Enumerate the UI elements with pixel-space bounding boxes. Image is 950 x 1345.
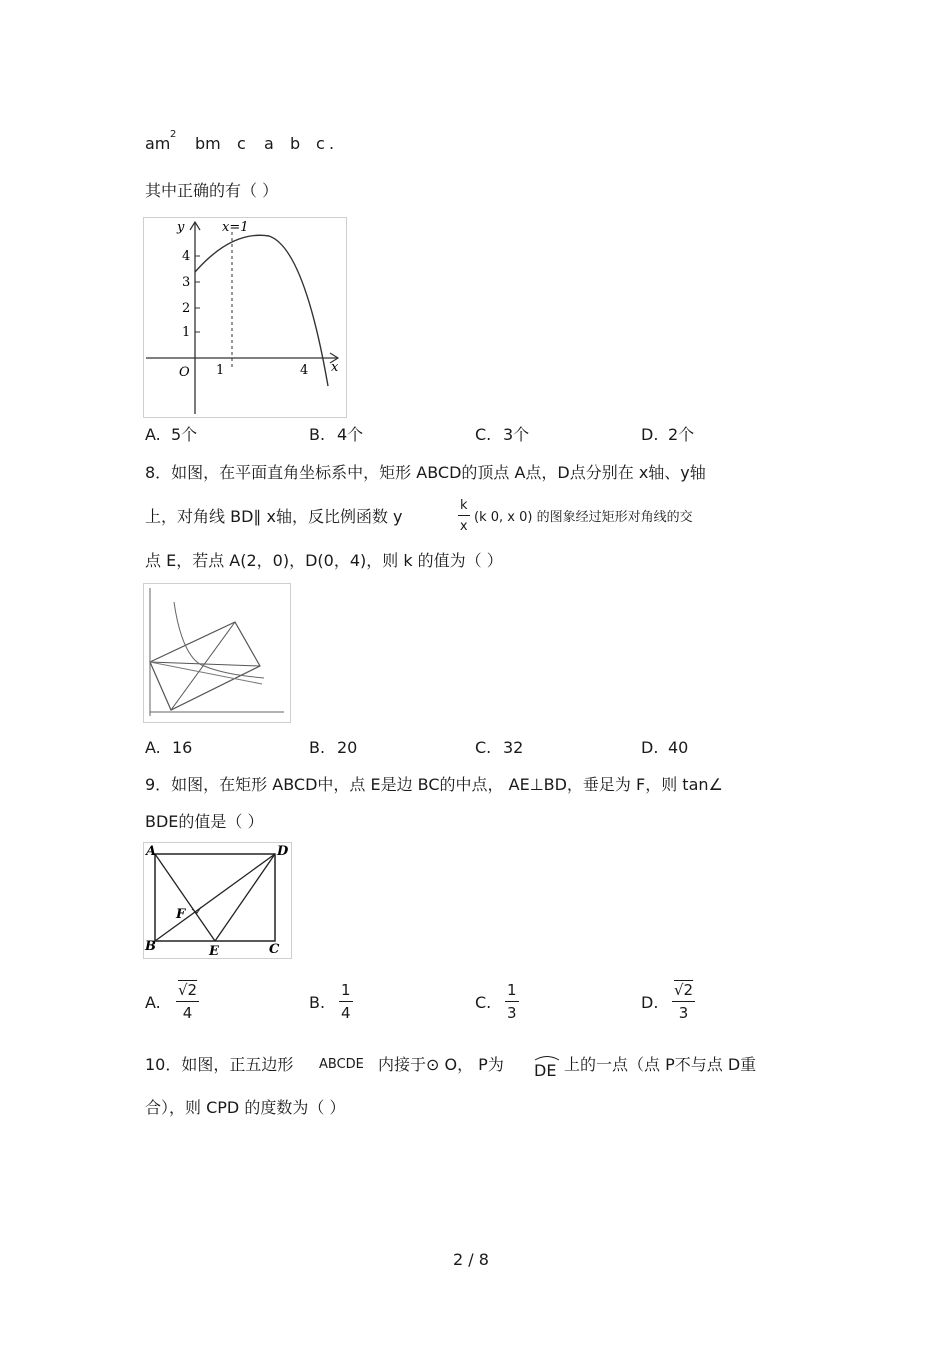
symmetry-line-label: x=1: [222, 220, 249, 235]
formula-term-bm: bm: [195, 134, 221, 153]
q8-fraction-k-over-x: $\frac{k}{x}$: [459, 498, 468, 534]
q9-line2: BDE的值是（ ）: [145, 812, 264, 831]
point-e-label: E: [209, 944, 219, 958]
vertex-c-label: C: [269, 942, 280, 957]
option-text: 3个: [503, 425, 530, 444]
q8-line3: 点 E，若点 A(2，0)，D(0，4)，则 k 的值为（ ）: [145, 551, 503, 570]
formula-term-c: c: [237, 134, 246, 153]
formula-exponent: 2: [170, 129, 177, 140]
y-tick-label: 4: [182, 249, 191, 264]
y-tick-label: 1: [182, 325, 191, 340]
formula-term-b: b: [290, 134, 301, 153]
option-text: 2个: [668, 425, 695, 444]
arc-mark: [533, 1053, 561, 1061]
q8-line2-b: (k 0, x 0) 的图象经过矩形对角线的交: [474, 510, 693, 525]
vertex-b-label: B: [145, 939, 156, 954]
option-letter: B.: [309, 425, 326, 444]
y-tick-label: 2: [182, 301, 191, 316]
formula-term-a: a: [264, 134, 274, 153]
option-text: 20: [337, 738, 358, 757]
q10-line1-a: 10．如图，正五边形: [145, 1055, 294, 1074]
option-letter: A.: [145, 738, 161, 757]
x-tick-label: 1: [216, 363, 225, 378]
option-text: 32: [503, 738, 524, 757]
x-tick-label: 4: [300, 363, 309, 378]
segment-de: [215, 854, 275, 941]
q9-diagram: [144, 843, 291, 958]
option-letter: C.: [475, 425, 492, 444]
diagonal-bd: [155, 854, 275, 941]
q9-rectangle-figure: [143, 842, 292, 959]
option-letter: A.: [145, 425, 161, 444]
origin-label: O: [179, 365, 190, 380]
point-f-label: F: [176, 907, 186, 922]
option-letter: D.: [641, 738, 659, 757]
formula-term-c2: c: [316, 134, 325, 153]
y-tick-label: 3: [182, 275, 191, 290]
q8-line2-a: 上，对角线 BD∥ x轴，反比例函数 y: [145, 507, 403, 526]
vertex-a-label: A: [146, 844, 157, 859]
segment-ae: [155, 854, 215, 941]
q10-line1-c: 上的一点（点 P不与点 D重: [564, 1055, 757, 1074]
q8-rectangle-figure: [143, 583, 291, 723]
q8-line1: 8．如图，在平面直角坐标系中，矩形 ABCD的顶点 A点，D点分别在 x轴、y轴: [145, 463, 706, 482]
option-text: 4个: [337, 425, 364, 444]
option-fraction: $\frac{1}{3}$: [507, 981, 517, 1022]
option-letter: A.: [145, 993, 161, 1012]
hyperbola-curve: [174, 602, 264, 678]
formula-term-am: am: [145, 134, 171, 153]
arc-label: DE: [534, 1061, 557, 1080]
option-letter: D.: [641, 993, 659, 1012]
q10-pentagon-name: ABCDE: [319, 1057, 364, 1072]
q7-parabola-figure: [143, 217, 347, 418]
parabola-graph: [144, 218, 346, 417]
option-text: 16: [172, 738, 193, 757]
option-text: 40: [668, 738, 689, 757]
q8-diagram: [144, 584, 290, 722]
page-number: 2 / 8: [453, 1250, 489, 1269]
q9-line1: 9．如图，在矩形 ABCD中，点 E是边 BC的中点， AE⊥BD，垂足为 F，则 tan∠: [145, 775, 723, 794]
option-letter: B.: [309, 993, 326, 1012]
option-letter: D.: [641, 425, 659, 444]
option-fraction: $\frac{1}{4}$: [341, 981, 351, 1022]
option-text: 5个: [171, 425, 198, 444]
q10-line2: 合），则 CPD 的度数为（ ）: [145, 1098, 346, 1117]
q10-line1-b: 内接于⊙ O， P为: [378, 1055, 504, 1074]
option-letter: C.: [475, 993, 492, 1012]
q7-prompt: 其中正确的有（ ）: [145, 181, 279, 200]
y-axis-label: y: [177, 220, 185, 235]
option-fraction: $\frac{√2}{3}$: [674, 981, 694, 1022]
option-letter: C.: [475, 738, 492, 757]
option-letter: B.: [309, 738, 326, 757]
vertex-d-label: D: [277, 844, 289, 859]
x-axis-label: x: [331, 360, 339, 375]
option-fraction: $\frac{√2}{4}$: [178, 981, 198, 1022]
formula-period: .: [329, 134, 335, 153]
